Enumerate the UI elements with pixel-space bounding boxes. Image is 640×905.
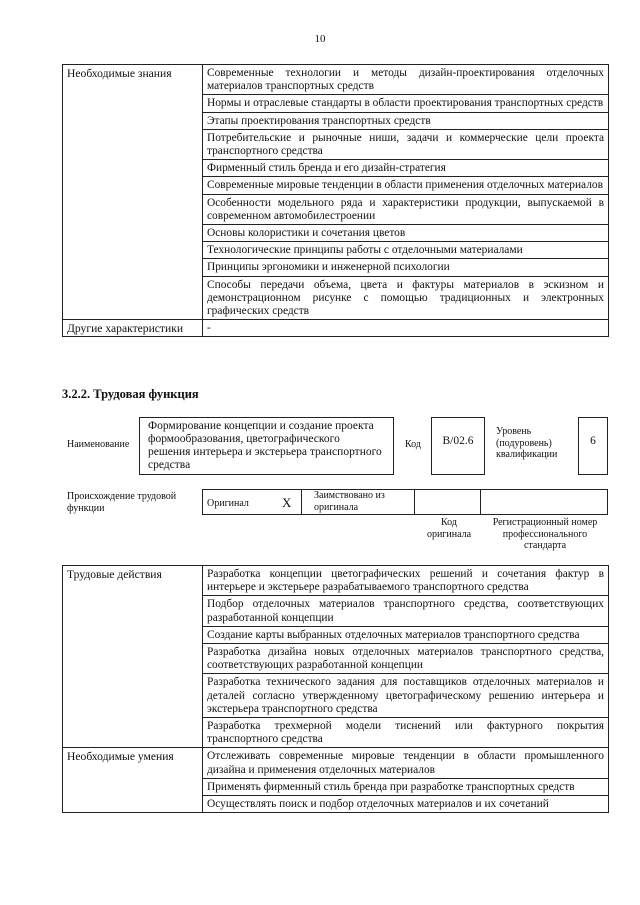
row-item: Создание карты выбранных отделочных материалов транспортного средства: [203, 626, 609, 643]
row-item: Разработка технического задания для поставщиков отделочных материалов и деталей согласно утвержденному цветографическому решению интерьера и экстерьера транспортного средства: [203, 674, 609, 718]
original-mark: X: [282, 495, 292, 510]
page-number: 10: [314, 33, 326, 45]
original-label: Оригинал: [207, 498, 249, 509]
code-label: Код: [405, 439, 421, 450]
level-value: 6: [590, 435, 596, 447]
knowledge-table: [62, 64, 609, 337]
actions-table: [62, 565, 609, 813]
table-row: [63, 748, 609, 778]
row-label: Необходимые знания: [63, 65, 203, 320]
regnum-caption: Регистрационный номер профессионального стандарта: [492, 517, 598, 551]
row-item: Потребительские и рыночные ниши, задачи и коммерческие цели проекта транспортного средства: [203, 129, 609, 159]
row-item: Отслеживать современные мировые тенденции в области промышленного дизайна и применения отделочных материалов: [203, 748, 609, 778]
code-box: [431, 417, 485, 475]
table-row: [63, 566, 609, 596]
row-item: Технологические принципы работы с отделочными материалами: [203, 242, 609, 259]
row-item: Разработка концепции цветографических решений и сочетания фактур в интерьере и экстерьере разрабатываемого транспортного средства: [203, 566, 609, 596]
row-label: Необходимые умения: [63, 748, 203, 813]
function-name: Формирование концепции и создание проекта формообразования, цветографического решения интерьера и экстерьера транспортного средства: [148, 420, 382, 471]
table-row: [63, 320, 609, 337]
borrowed-label: Заимствовано из оригинала: [314, 490, 385, 513]
row-item: Нормы и отраслевые стандарты в области проектирования транспортных средств: [203, 95, 609, 112]
row-label: Другие характеристики: [63, 320, 203, 337]
row-item: Разработка дизайна новых отделочных материалов транспортного средства, соответствующих разработанной концепции: [203, 644, 609, 674]
row-item: Фирменный стиль бренда и его дизайн-стратегия: [203, 160, 609, 177]
row-item: Этапы проектирования транспортных средств: [203, 112, 609, 129]
origin-label: Происхождение трудовой функции: [67, 491, 177, 514]
code-value: B/02.6: [442, 435, 474, 447]
section-title: 3.2.2. Трудовая функция: [62, 387, 199, 401]
row-item: Способы передачи объема, цвета и фактуры материалов в эскизном и демонстрационном рисунке с помощью традиционных и электронных графических средств: [203, 276, 609, 320]
row-item: Современные мировые тенденции в области применения отделочных материалов: [203, 177, 609, 194]
level-box: [578, 417, 608, 475]
code-caption: Код оригинала: [426, 517, 472, 540]
row-item: Разработка трехмерной модели тиснений или фактурного покрытия транспортного средства: [203, 718, 609, 748]
row-item: -: [203, 320, 609, 337]
row-item: Основы колористики и сочетания цветов: [203, 225, 609, 242]
function-name-box: [139, 417, 394, 475]
table-row: [63, 65, 609, 95]
row-label: Трудовые действия: [63, 566, 203, 748]
name-label: Наименование: [67, 439, 130, 450]
row-item: Особенности модельного ряда и характеристики продукции, выпускаемой в современном автомобилестроении: [203, 194, 609, 224]
row-item: Применять фирменный стиль бренда при разработке транспортных средств: [203, 778, 609, 795]
row-item: Осуществлять поиск и подбор отделочных материалов и их сочетаний: [203, 796, 609, 813]
level-label: Уровень (подуровень) квалификации: [496, 426, 558, 460]
row-item: Современные технологии и методы дизайн-проектирования отделочных материалов транспортных средств: [203, 65, 609, 95]
row-item: Подбор отделочных материалов транспортного средства, соответствующих разработанной концепции: [203, 596, 609, 626]
row-item: Принципы эргономики и инженерной психологии: [203, 259, 609, 276]
